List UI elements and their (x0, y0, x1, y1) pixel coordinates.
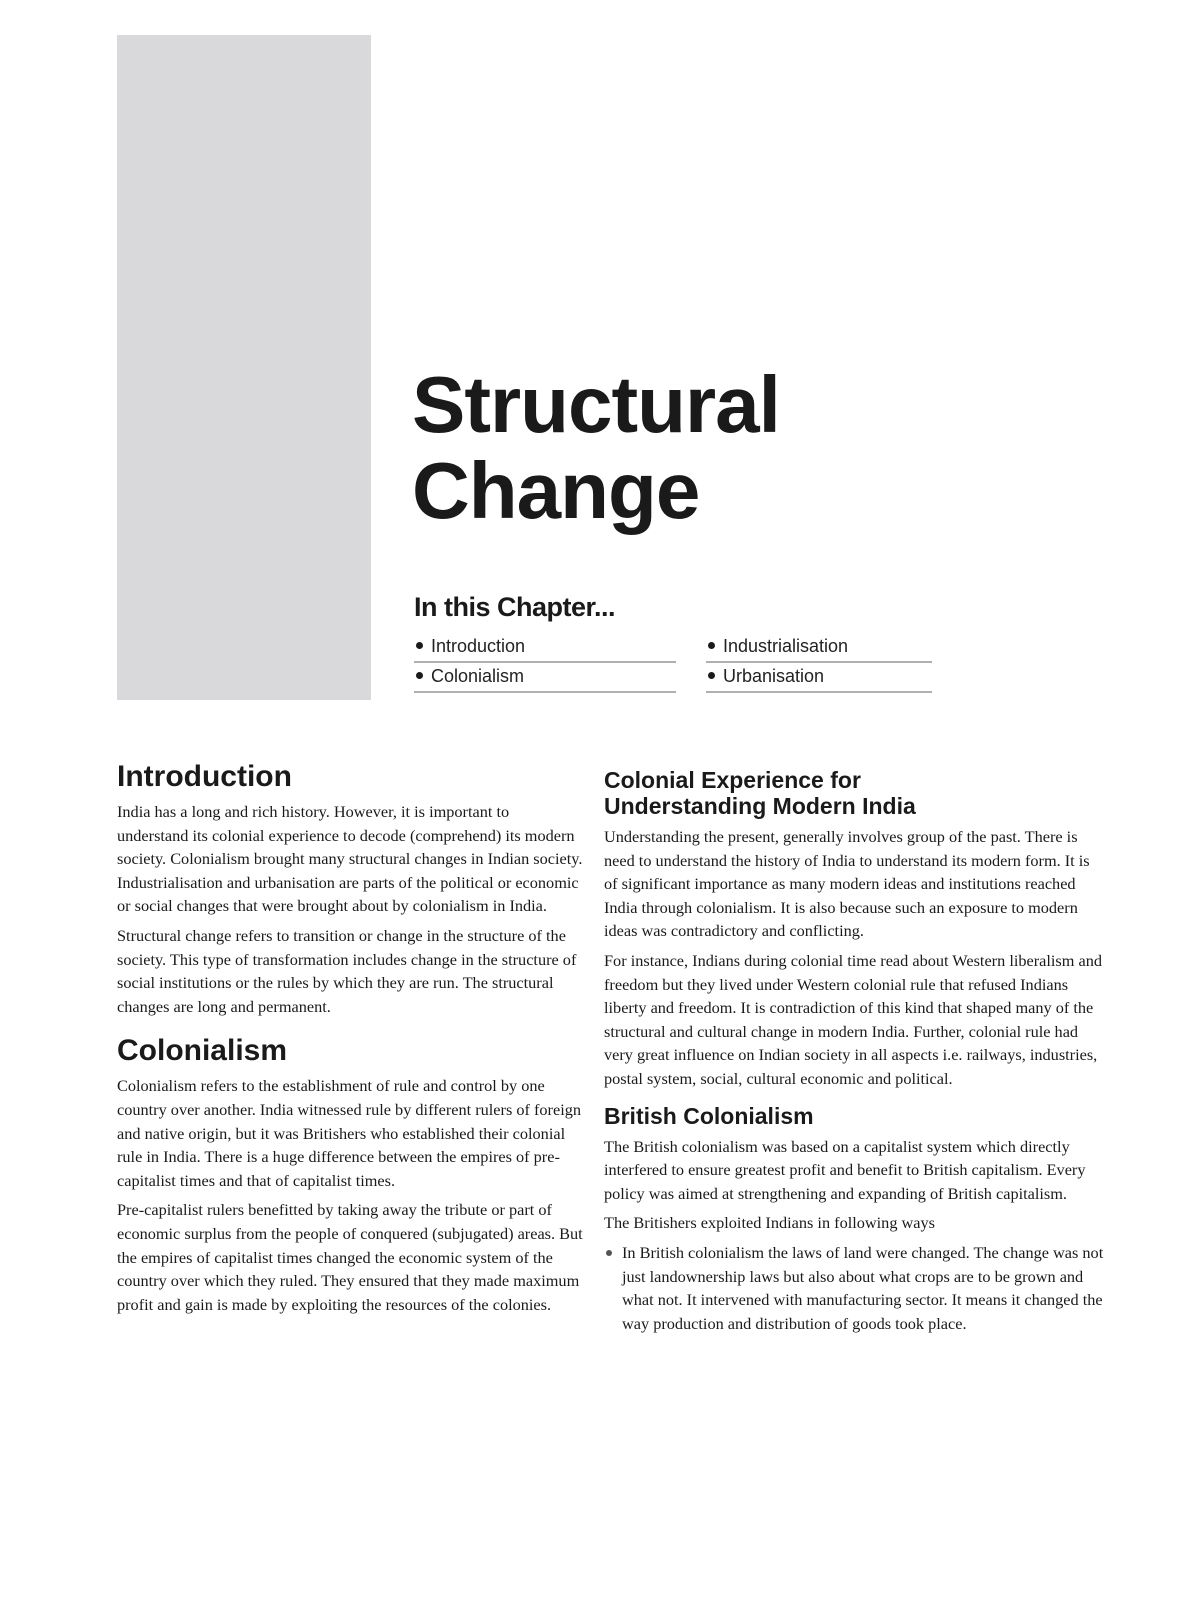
introduction-paragraph-2: Structural change refers to transition or change in the structure of the society. This type of transformation includes change in the structure of social institutions or the rules by which they are run. The structural changes are long and permanent. (117, 925, 577, 1016)
list-item (604, 1241, 1104, 1335)
toc-item-label: Colonialism (431, 666, 525, 686)
list-item-text: In British colonialism the laws of land were changed. The change was not just landownership laws but also about what crops are to be grown and what not. It intervened with manufacturing sector. It means it changed the way production and distribution of goods took place. (622, 1242, 1104, 1333)
colonialism-paragraph-1: Colonialism refers to the establishment of rule and control by one country over another. India witnessed rule by different rulers of foreign and native origin, but it was Britishers who established their colonial rule in India. There is a huge difference between the empires of pre-capitalist times and that of capitalist times. (117, 1076, 582, 1190)
toc-item-label: Urbanisation (723, 666, 825, 686)
british-colonialism-paragraph-2: The Britishers exploited Indians in following ways (604, 1213, 935, 1233)
colonial-experience-heading-line2: Understanding Modern India (604, 793, 916, 819)
colonialism-paragraph-2: Pre-capitalist rulers benefitted by taking away the tribute or part of economic surplus from the people of conquered (subjugated) areas. But the empires of capitalist times changed the economic system of the country over which they ruled. They ensured that they made maximum profit and gain is made by exploiting the resources of the colonies. (117, 1200, 583, 1314)
bullet-icon (416, 672, 423, 679)
colonial-experience-paragraph-1: Understanding the present, generally involves group of the past. There is need to understand the history of India to understand its modern form. It is of significant importance as many modern ideas and institutions reached India through colonialism. It is also because such an exposure to modern ideas was contradictory and conflicting. (604, 827, 1090, 941)
toc-item-industrialisation (706, 632, 932, 663)
left-column (117, 760, 583, 1322)
colonial-experience-heading-line1: Colonial Experience for (604, 767, 861, 793)
bullet-icon (606, 1250, 612, 1256)
british-colonialism-paragraph-1: The British colonialism was based on a capitalist system which directly interfered to ensure greatest profit and benefit to British capitalism. Every policy was aimed at strengthening and expanding of British capitalism. (604, 1136, 1086, 1203)
toc-item-colonialism (414, 662, 676, 693)
toc-item-introduction (414, 632, 676, 663)
colonialism-heading: Colonialism (117, 1034, 288, 1068)
bullet-icon (708, 642, 715, 649)
bullet-icon (416, 642, 423, 649)
toc-item-label: Introduction (431, 636, 526, 656)
toc-item-label: Industrialisation (723, 636, 849, 656)
introduction-heading: Introduction (117, 760, 292, 793)
chapter-decorative-block (117, 35, 371, 700)
colonial-experience-paragraph-2: For instance, Indians during colonial time read about Western liberalism and freedom but they lived under Western colonial rule that refused Indians liberty and freedom. It is contradiction of this kind that shaped many of the structural and cultural change in modern India. Further, colonial rule had very great influence on Indian society in all aspects i.e. railways, industries, postal system, social, cultural economic and political. (604, 950, 1103, 1088)
british-colonialism-list (604, 1241, 1104, 1335)
introduction-paragraph-1: India has a long and rich history. However, it is important to understand its colonial experience to decode (comprehend) its modern society. Colonialism brought many structural changes in Indian society. Industrialisation and urbanisation are parts of the political or economic or social changes that were brought about by colonialism in India. (117, 802, 583, 916)
chapter-title-line2: Change (412, 446, 700, 535)
british-colonialism-heading: British Colonialism (604, 1102, 814, 1129)
chapter-title (412, 362, 780, 534)
colonial-experience-heading (604, 767, 1104, 819)
toc-heading: In this Chapter... (414, 592, 616, 622)
chapter-title-line1: Structural (412, 360, 780, 449)
toc-item-urbanisation (706, 662, 932, 693)
bullet-icon (708, 672, 715, 679)
right-column (604, 767, 1104, 1335)
